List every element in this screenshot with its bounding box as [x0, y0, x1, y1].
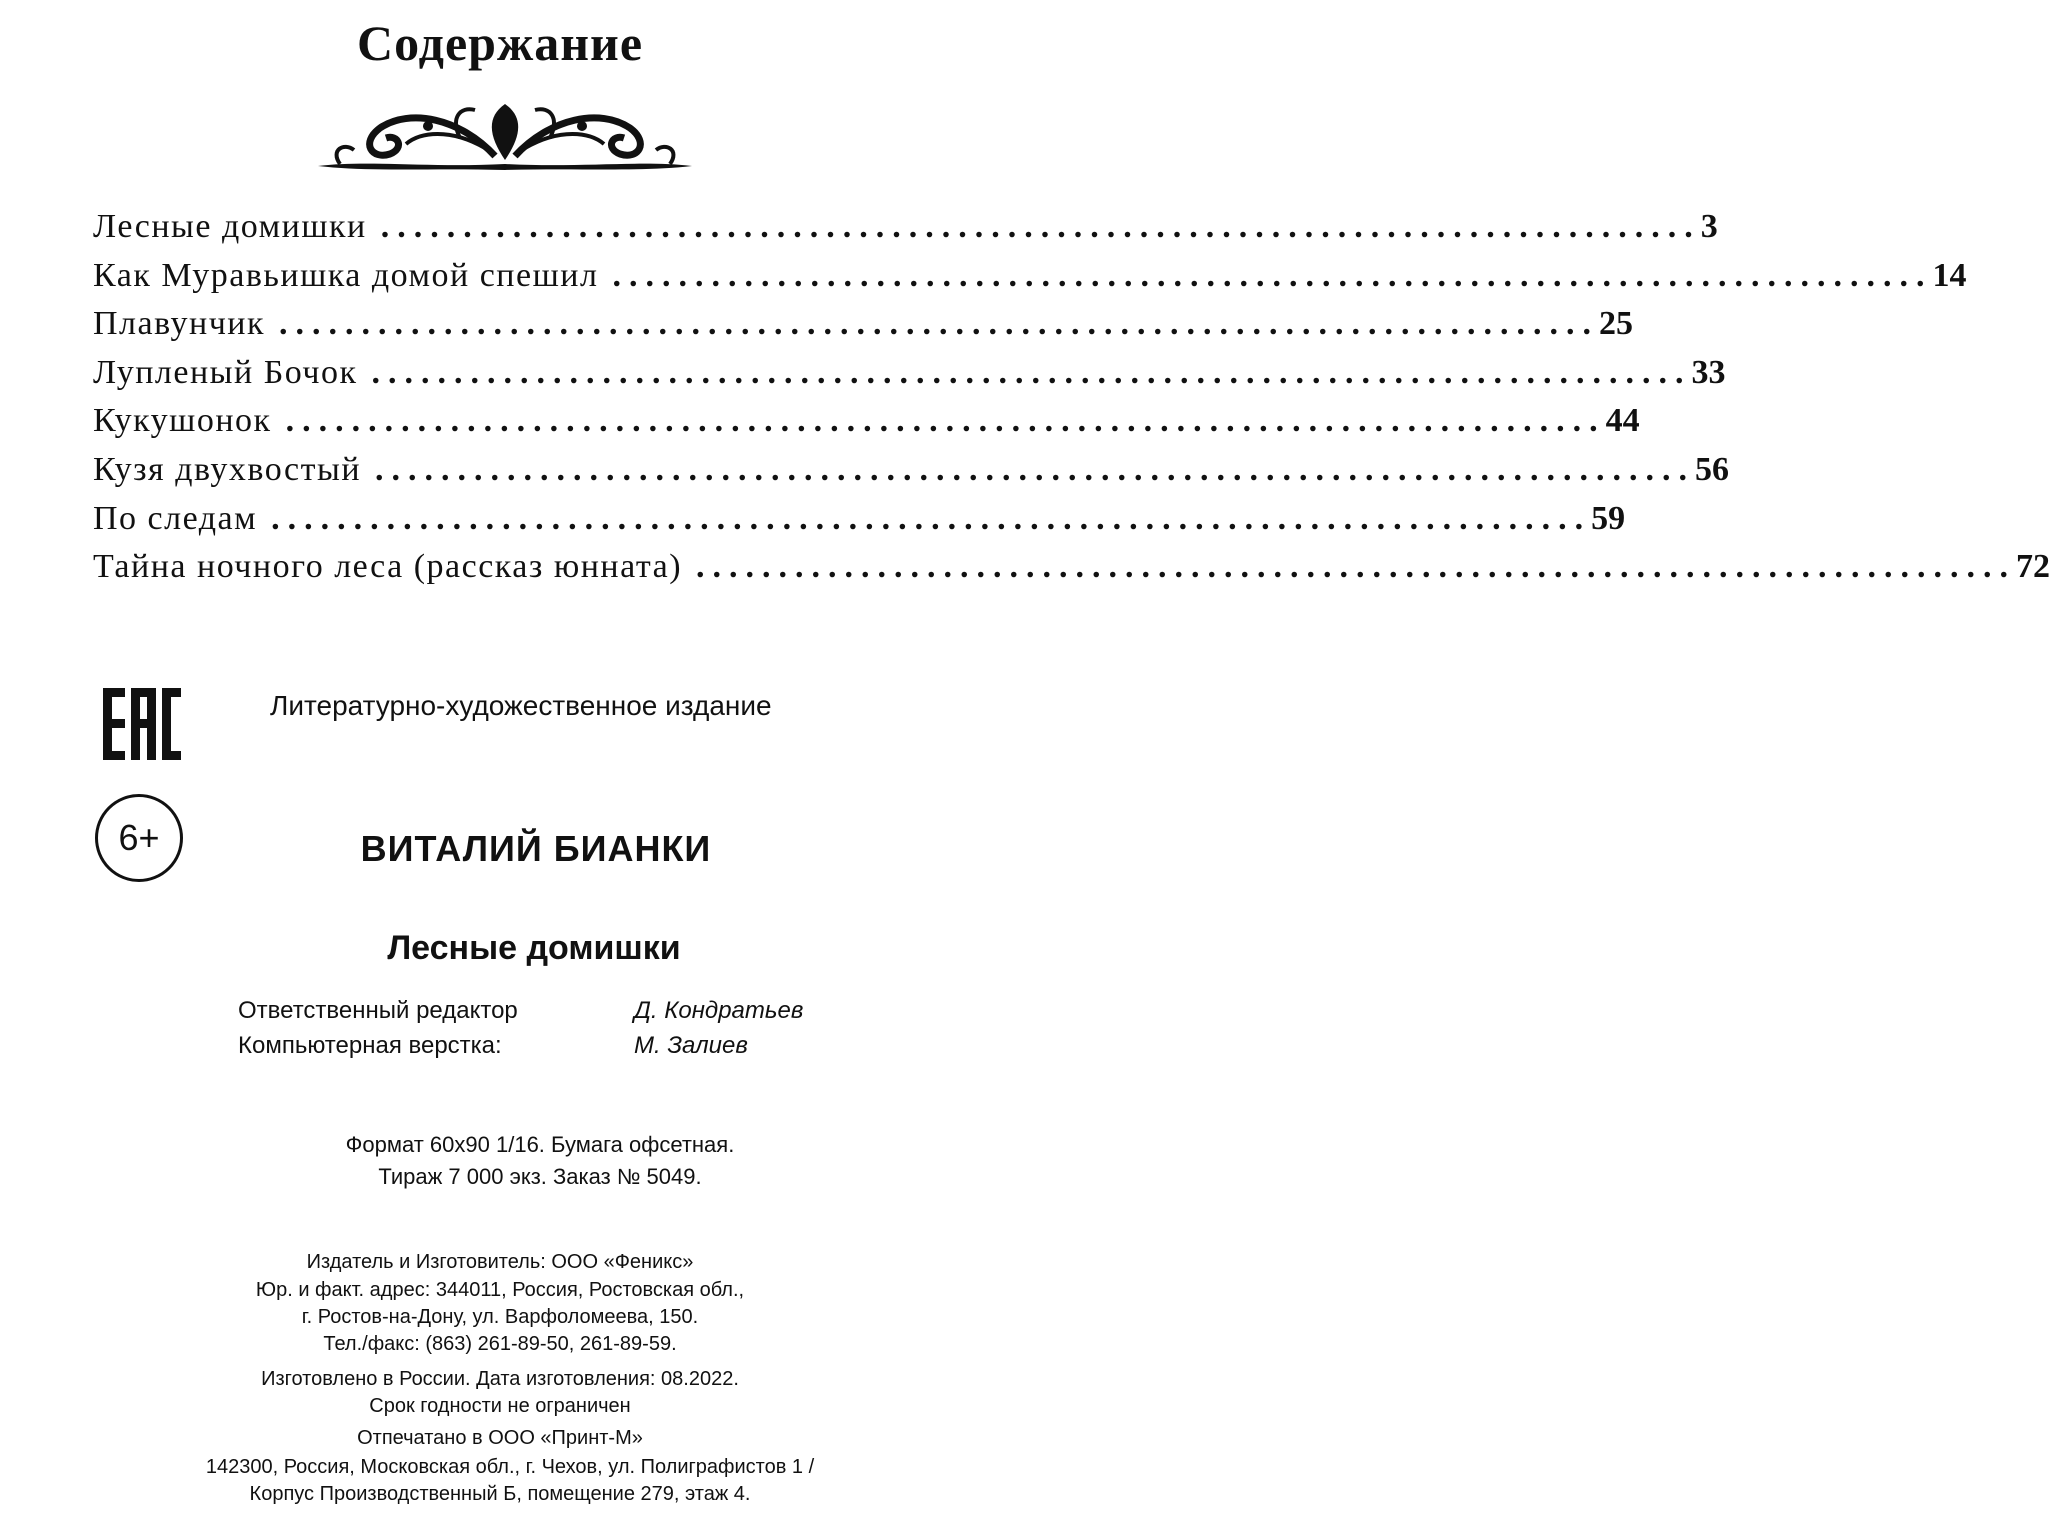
printer-line: Корпус Производственный Б, помещение 279, этаж 4.: [249, 1483, 751, 1505]
toc-entry: [93, 353, 1726, 403]
printer-line: Отпечатано в ООО «Принт-М»: [357, 1427, 643, 1449]
toc-entry: [93, 499, 1626, 549]
toc-entry-title: Тайна ночного леса (рассказ юнната): [93, 548, 683, 586]
credit-role: Компьютерная верстка:: [238, 1032, 502, 1059]
toc-entry-page: 33: [1691, 353, 1726, 391]
toc-entry-page: 3: [1700, 208, 1718, 245]
toc-leader-dots: ................................................................................: [375, 450, 1696, 488]
toc-entry: [93, 256, 1967, 306]
toc-entry-page: 14: [1932, 256, 1967, 294]
toc-entry-title: Как Муравьишка домой спешил: [93, 256, 599, 294]
toc-list: [93, 208, 2050, 597]
toc-leader-dots: ................................................................................: [285, 402, 1606, 440]
toc-entry: [93, 208, 1718, 257]
toc-entry-page: 72: [2016, 548, 2050, 586]
toc-entry: [93, 450, 1730, 500]
toc-entry-title: По следам: [93, 499, 258, 537]
toc-entry-title: Лупленый Бочок: [93, 353, 358, 391]
toc-leader-dots: ................................................................................: [380, 208, 1701, 245]
eac-mark-icon: [103, 688, 181, 760]
printer-line: 142300, Россия, Московская обл., г. Чехов, ул. Полиграфистов 1 /: [205, 1456, 815, 1478]
toc-entry-page: 44: [1605, 402, 1640, 440]
toc-entry-page: 59: [1591, 499, 1626, 537]
publisher-line: Тел./факс: (863) 261-89-50, 261-89-59.: [323, 1333, 677, 1355]
credit-name: Д. Кондратьев: [634, 997, 804, 1024]
format-line: Формат 60х90 1/16. Бумага офсетная.: [345, 1132, 735, 1157]
toc-leader-dots: ................................................................................: [371, 353, 1692, 391]
toc-entry-title: Кукушонок: [93, 402, 272, 440]
toc-entry-title: Кузя двухвостый: [93, 450, 362, 488]
toc-entry: [93, 305, 1634, 354]
credit-role: Ответственный редактор: [238, 997, 518, 1024]
author-name: ВИТАЛИЙ БИАНКИ: [360, 828, 712, 869]
publisher-line: Издатель и Изготовитель: ООО «Феникс»: [306, 1251, 694, 1273]
contents-title: Содержание: [356, 15, 644, 71]
toc-leader-dots: ................................................................................: [696, 548, 2017, 586]
print-run-line: Тираж 7 000 экз. Заказ № 5049.: [378, 1164, 702, 1189]
toc-entry-page: 25: [1599, 305, 1634, 343]
publisher-line: г. Ростов-на-Дону, ул. Варфоломеева, 150.: [301, 1306, 699, 1328]
credit-name: М. Залиев: [634, 1032, 748, 1059]
toc-entry-page: 56: [1695, 450, 1730, 488]
edition-type: Литературно-художественное издание: [270, 690, 772, 721]
toc-entry: [93, 548, 2050, 597]
manufacture-line: Изготовлено в России. Дата изготовления: 08.2022.: [261, 1368, 739, 1390]
toc-entry: [93, 402, 1640, 451]
toc-entry-title: Плавунчик: [93, 305, 266, 343]
toc-leader-dots: ................................................................................: [271, 499, 1592, 537]
toc-leader-dots: ................................................................................: [612, 256, 1933, 294]
publisher-line: Юр. и факт. адрес: 344011, Россия, Ростовская обл.,: [255, 1279, 745, 1301]
toc-entry-title: Лесные домишки: [93, 208, 367, 245]
book-title: Лесные домишки: [387, 929, 681, 967]
age-rating-badge: 6+: [95, 794, 183, 882]
manufacture-line: Срок годности не ограничен: [369, 1395, 631, 1417]
ornament-divider: [310, 98, 700, 180]
toc-leader-dots: ................................................................................: [279, 305, 1600, 343]
